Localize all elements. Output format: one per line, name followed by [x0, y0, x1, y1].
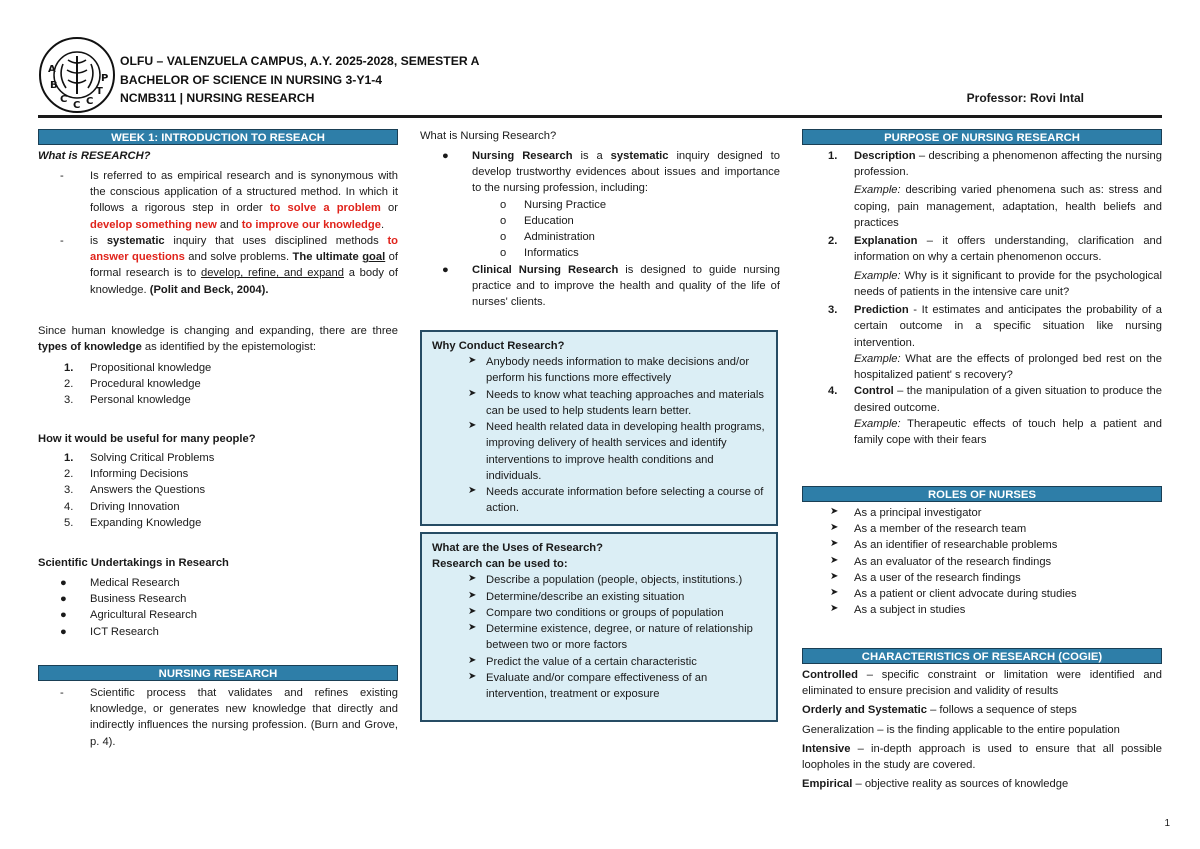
scientific-undertakings-heading: Scientific Undertakings in Research	[38, 557, 229, 569]
list-item: ➤ As a member of the research team	[830, 522, 1027, 536]
purpose-title: PURPOSE OF NURSING RESEARCH	[802, 129, 1162, 145]
list-item: ➤ Anybody needs information to make decisions and/or perform his functions more effectively	[468, 355, 750, 385]
list-item: ➤ Compare two conditions or groups of population	[468, 605, 724, 619]
list-item: ● ICT Research	[60, 625, 159, 638]
list-item: 2. Informing Decisions	[64, 468, 189, 481]
header-course: NCMB311 | NURSING RESEARCH	[120, 91, 315, 105]
definition-item: - Is referred to as empirical research and is synonymous with the conscious application of a structured method. In which it follows a rigorous step in order to solve a problem or develop something new and to improve our knowledge.	[60, 170, 398, 231]
list-item: ➤ Determine/describe an existing situation	[468, 589, 685, 603]
abccctp-logo	[38, 36, 116, 114]
knowledge-types-intro: Since human knowledge is changing and expanding, there are three types of knowledge as identified by the epistemologist:	[38, 325, 398, 354]
characteristics-title: CHARACTERISTICS OF RESEARCH (COGIE)	[802, 648, 1162, 664]
list-item: ➤ Needs accurate information before selecting a course of action.	[468, 485, 764, 515]
research-definitions	[38, 168, 398, 298]
characteristics-list	[802, 667, 1162, 793]
example-text: Example: What are the effects of prolonged bed rest on the hospitalized patient' s recovery?	[854, 352, 1162, 382]
list-item: o Education	[500, 214, 574, 227]
nursing-research-info	[420, 148, 780, 310]
useful-heading: How it would be useful for many people?	[38, 433, 256, 445]
definition-item: - is systematic inquiry that uses disciplined methods to answer questions and solve problems. The ultimate goal of formal research is to develop, refine, and expand a body of knowledge. (Polit and Beck, 2004).	[60, 234, 399, 296]
header-divider	[38, 115, 1162, 118]
useful-list	[38, 450, 398, 531]
uses-of-research-subheading: Research can be used to:	[432, 558, 568, 571]
list-item: ➤ Needs to know what teaching approaches and materials can be used to help students learn better.	[468, 387, 764, 417]
svg-text:A: A	[48, 64, 56, 75]
example-text: Example: Therapeutic effects of touch help a patient and family cope with their fears	[854, 417, 1162, 446]
list-item: 3. Personal knowledge	[64, 394, 191, 407]
list-item: ● Medical Research	[60, 577, 180, 589]
header-program: BACHELOR OF SCIENCE IN NURSING 3-Y1-4	[120, 73, 383, 87]
header-campus: OLFU – VALENZUELA CAMPUS, A.Y. 2025-2028, SEMESTER A	[120, 54, 480, 68]
scientific-undertakings-list	[38, 575, 398, 640]
list-item: ➤ As a patient or client advocate during studies	[830, 587, 1077, 601]
list-item: ➤ As a principal investigator	[830, 506, 982, 519]
svg-text:C: C	[73, 100, 81, 111]
list-item: ● Agricultural Research	[60, 609, 197, 622]
what-is-research-heading: What is RESEARCH?	[38, 150, 151, 162]
svg-text:C: C	[86, 96, 94, 107]
svg-text:C: C	[60, 94, 68, 105]
list-item: 3. Prediction - It estimates and anticipates the probability of a certain outcome in a specific situation like nursing intervention.	[828, 304, 1162, 349]
list-item: ● Nursing Research is a systematic inquiry designed to develop trustworthy evidences about issues and importance to the nursing profession, including:	[442, 150, 780, 195]
list-item: ➤ As a user of the research findings	[830, 570, 1021, 584]
svg-text:T: T	[96, 86, 103, 97]
list-item: 2. Explanation – it offers understanding, clarification and information on why a certain phenomenon occurs.	[828, 235, 1162, 264]
list-item: 2. Procedural knowledge	[64, 378, 201, 391]
characteristic-item: Generalization – is the finding applicable to the entire population	[802, 723, 1120, 736]
list-item: ● Business Research	[60, 593, 187, 606]
list-item: 3. Answers the Questions	[64, 484, 206, 497]
characteristic-item: Orderly and Systematic – follows a sequence of steps	[802, 704, 1077, 717]
purpose-list	[802, 148, 1162, 448]
list-item: 1. Propositional knowledge	[64, 362, 212, 374]
week-title: WEEK 1: INTRODUCTION TO RESEACH	[38, 129, 398, 145]
document-header	[38, 36, 1162, 116]
knowledge-types-list	[38, 360, 398, 409]
roles-title: ROLES OF NURSES	[802, 486, 1162, 502]
nursing-research-title: NURSING RESEARCH	[38, 665, 398, 681]
list-item: ➤ As an identifier of researchable problems	[830, 538, 1058, 552]
why-conduct-research-box	[420, 330, 778, 526]
list-item: o Informatics	[500, 247, 579, 260]
list-item: ➤ As an evaluator of the research findings	[830, 554, 1052, 568]
list-item: ➤ Need health related data in developing health programs, improving delivery of health services and identify interventions to improve health conditions and individuals.	[468, 420, 765, 482]
uses-of-research-box	[420, 532, 778, 722]
characteristic-item: Empirical – objective reality as sources of knowledge	[802, 778, 1069, 791]
list-item: 1. Description – describing a phenomenon affecting the nursing profession.	[828, 150, 1162, 179]
what-is-nursing-research-heading: What is Nursing Research?	[420, 130, 557, 142]
example-text: Example: Why is it significant to provide for the psychological needs of patients in the intensive care unit?	[854, 269, 1162, 298]
list-item: ● Clinical Nursing Research is designed to guide nursing practice and to improve the health and quality of the life of nurses' clients.	[442, 263, 780, 309]
list-item: ➤ Evaluate and/or compare effectiveness of an intervention, treatment or exposure	[468, 670, 708, 701]
list-item: 4. Control – the manipulation of a given situation to produce the desired outcome.	[828, 385, 1162, 414]
svg-text:B: B	[50, 80, 58, 91]
header-professor: Professor: Rovi Intal	[966, 91, 1084, 105]
why-conduct-research-heading: Why Conduct Research?	[432, 340, 565, 352]
example-text: Example: describing varied phenomena such as: stress and coping, pain management, adaptation, health beliefs and practices	[854, 184, 1162, 229]
characteristic-item: Controlled – specific constraint or limitation were identified and eliminated to ensure precision and validity of results	[802, 669, 1162, 698]
list-item: ➤ Determine existence, degree, or nature of relationship between two or more factors	[468, 622, 753, 652]
uses-of-research-heading: What are the Uses of Research?	[432, 542, 603, 554]
characteristic-item: Intensive – in-depth approach is used to ensure that all possible loopholes in the study are covered.	[802, 742, 1162, 772]
list-item: o Nursing Practice	[500, 198, 607, 211]
list-item: 4. Driving Innovation	[64, 500, 180, 513]
list-item: ➤ Describe a population (people, objects, institutions.)	[468, 573, 743, 587]
list-item: 1. Solving Critical Problems	[64, 452, 215, 464]
svg-text:P: P	[101, 73, 109, 84]
list-item: o Administration	[500, 231, 595, 244]
page-number: 1	[1164, 817, 1170, 829]
list-item: ➤ As a subject in studies	[830, 603, 966, 617]
list-item: ➤ Predict the value of a certain characteristic	[468, 654, 697, 668]
roles-list	[802, 505, 1162, 619]
nursing-research-definition: - Scientific process that validates and refines existing knowledge, or generates new knowledge that directly and indirectly influences the nursing profession. (Burn and Grove, p. 4).	[60, 687, 398, 748]
list-item: 5. Expanding Knowledge	[64, 516, 202, 529]
